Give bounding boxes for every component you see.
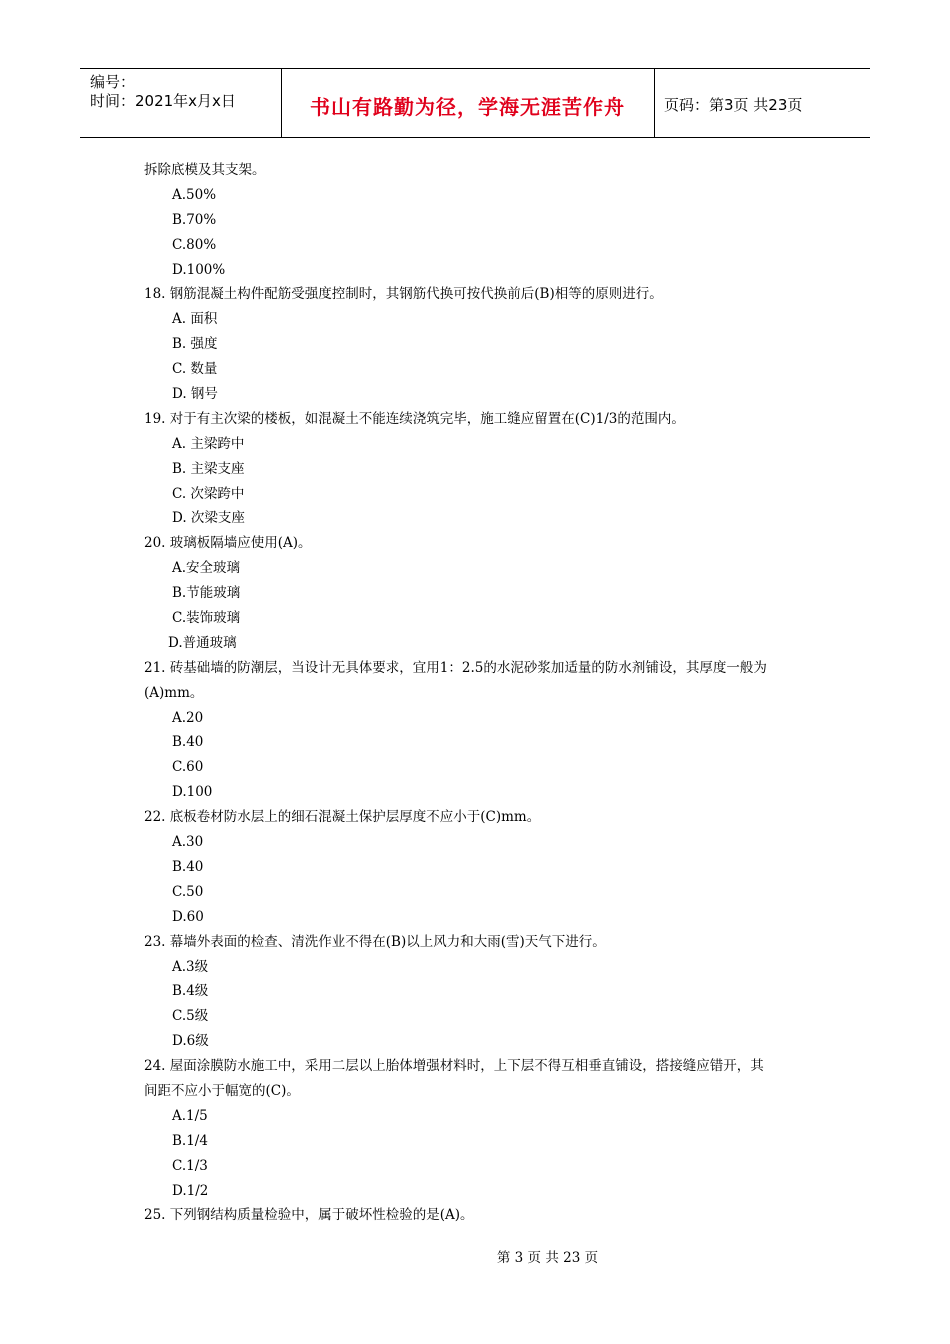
answer-option: D.普通玻璃 <box>168 634 237 651</box>
answer-option: C.1/3 <box>172 1157 208 1174</box>
answer-option: B.4级 <box>172 983 209 1000</box>
question-text: 22. 底板卷材防水层上的细石混凝土保护层厚度不应小于(C)mm。 <box>144 809 541 826</box>
question-text: 19. 对于有主次梁的楼板，如混凝土不能连续浇筑完毕，施工缝应留置在(C)1/3的范围内。 <box>144 410 685 427</box>
answer-option: A.安全玻璃 <box>172 560 241 577</box>
answer-option: B.1/4 <box>172 1132 208 1149</box>
answer-option: D. 钢号 <box>172 386 218 403</box>
page-header <box>80 68 870 138</box>
answer-option: A. 主梁跨中 <box>172 435 245 452</box>
answer-option: A.3级 <box>172 958 209 975</box>
question-text: 间距不应小于幅宽的(C)。 <box>144 1082 300 1099</box>
date-label: 时间：2021年x月x日 <box>90 92 236 110</box>
header-meta <box>80 69 280 137</box>
header-page-cell <box>664 69 870 137</box>
answer-option: B.40 <box>172 858 204 875</box>
header-divider <box>654 69 655 137</box>
question-text: 21. 砖基础墙的防潮层，当设计无具体要求，宜用1：2.5的水泥砂浆加适量的防水剂铺设，其厚度一般为 <box>144 659 767 676</box>
answer-option: B.节能玻璃 <box>172 585 241 602</box>
page-code: 页码：第3页 共23页 <box>664 96 803 114</box>
answer-option: C. 次梁跨中 <box>172 485 245 502</box>
answer-option: C. 数量 <box>172 361 218 378</box>
answer-option: A.30 <box>172 834 204 851</box>
answer-option: A.1/5 <box>172 1107 208 1124</box>
question-text: (A)mm。 <box>144 684 204 701</box>
answer-option: C.50 <box>172 883 204 900</box>
answer-option: D.100% <box>172 261 226 278</box>
motto-text: 书山有路勤为径，学海无涯苦作舟 <box>310 94 625 119</box>
answer-option: D.1/2 <box>172 1182 209 1199</box>
answer-option: D.60 <box>172 908 204 925</box>
answer-option: A. 面积 <box>172 311 218 328</box>
answer-option: D.100 <box>172 784 213 801</box>
question-text: 拆除底模及其支架。 <box>144 162 266 178</box>
answer-option: A.20 <box>172 709 204 726</box>
question-text: 23. 幕墙外表面的检查、清洗作业不得在(B)以上风力和大雨(雪)天气下进行。 <box>144 933 606 950</box>
question-text: 20. 玻璃板隔墙应使用(A)。 <box>144 535 312 552</box>
answer-option: B. 主梁支座 <box>172 460 245 477</box>
number-label: 编号： <box>90 73 136 91</box>
footer-page-number: 第 3 页 共 23 页 <box>496 1250 599 1266</box>
answer-option: B. 强度 <box>172 336 218 353</box>
question-text: 24. 屋面涂膜防水施工中，采用二层以上胎体增强材料时，上下层不得互相垂直铺设，搭接缝应错开，其 <box>144 1058 764 1075</box>
answer-option: D.6级 <box>172 1033 209 1050</box>
answer-option: C.装饰玻璃 <box>172 610 241 627</box>
question-text: 18. 钢筋混凝土构件配筋受强度控制时，其钢筋代换可按代换前后(B)相等的原则进行。 <box>144 286 663 303</box>
answer-option: D. 次梁支座 <box>172 510 245 527</box>
answer-option: C.60 <box>172 759 204 776</box>
answer-option: B.70% <box>172 211 217 228</box>
answer-option: C.80% <box>172 236 217 253</box>
answer-option: A.50% <box>172 186 217 203</box>
document-body <box>144 158 814 1228</box>
answer-option: C.5级 <box>172 1008 209 1025</box>
answer-option: B.40 <box>172 734 204 751</box>
page-footer <box>0 1246 950 1266</box>
question-text: 25. 下列钢结构质量检验中，属于破坏性检验的是(A)。 <box>144 1207 474 1224</box>
header-motto-cell <box>281 69 654 137</box>
